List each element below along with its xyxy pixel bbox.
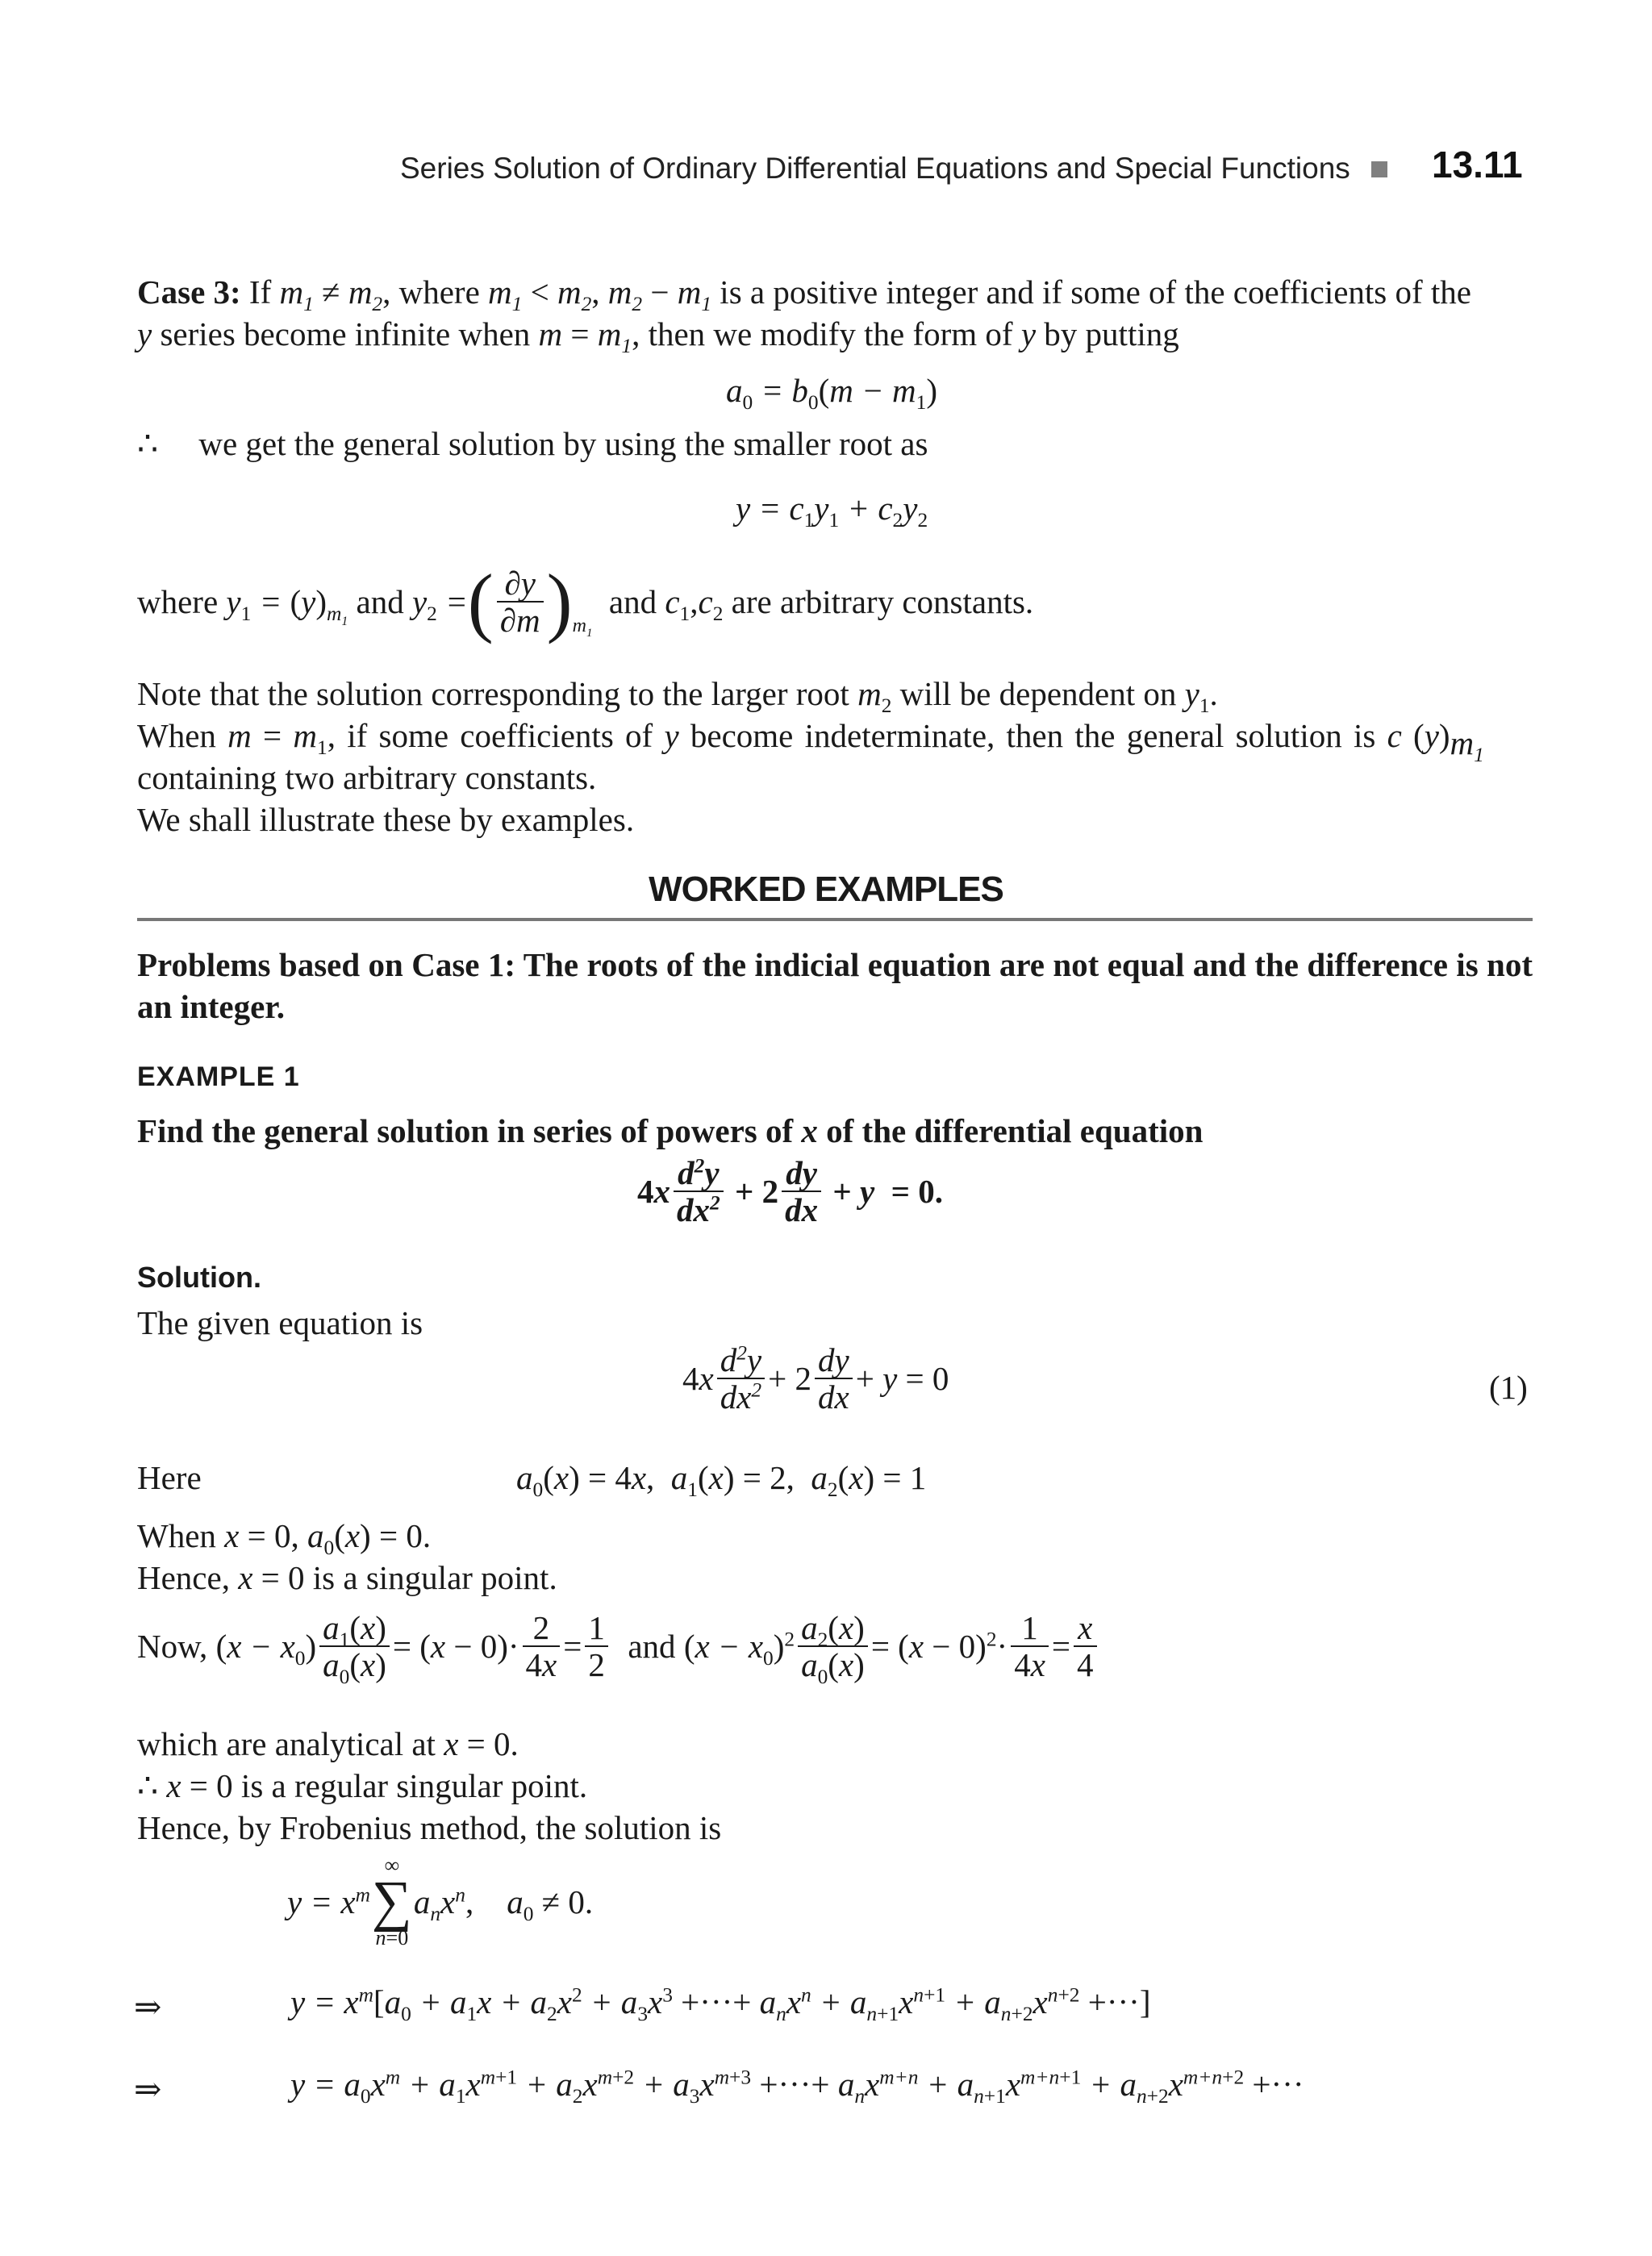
note-line1: Note that the solution corresponding to the larger root $m_2$ will be dependent on $y_1$. [137, 675, 1218, 718]
statement-end: of the differential equation [826, 1112, 1204, 1149]
equation-general-solution: $y = c_1y_1 + c_2y_2$ [736, 490, 928, 532]
case3-line2-tail: by putting [1044, 315, 1179, 352]
singular-text: is a singular point. [312, 1559, 557, 1596]
example-equation: 4x $\frac{d^2y}{dx^2}$ + 2 $\frac{dy}{dx}$ + y = 0. [637, 1154, 944, 1228]
page-number: 13.11 [1432, 144, 1523, 186]
when-text: When [137, 1517, 216, 1554]
case3-label: Case 3: [137, 273, 241, 311]
running-title: Series Solution of Ordinary Differential Equations and Special Functions [400, 152, 1350, 185]
therefore-line [137, 423, 928, 465]
now-text: Now, [137, 1628, 208, 1665]
section-title: WORKED EXAMPLES [649, 869, 1003, 909]
now-line: Now, $(x - x_0)$ $\frac{a_1(x)}{a_0(x)}$ = (x − 0)· $\frac{2}{4x}$ = $\frac{1}{2}$ and $(x - x_0)^2$ $\frac{a_2(x)}{a_0(x)}$ = $(x - 0)^2\cdot$ $\frac{1}{4x}$ = $\frac{x}{4}$ [137, 1610, 1100, 1683]
analytical-line: which are analytical at x = 0. [137, 1725, 519, 1762]
equation-a0: $a_0 = b_0(m - m_1)$ [726, 372, 937, 415]
problems-heading: Problems based on Case 1: The roots of the indicial equation are not equal and the difference is not an integer. [137, 946, 1533, 1025]
equation-number: (1) [1489, 1369, 1528, 1406]
statement-text: Find the general solution in series of powers of [137, 1112, 794, 1149]
expanded-series-1: $y = x^m[a_0 + a_1x + a_2x^2 + a_3x^3$ +···+ $a_nx^n + a_{n+1}x^{n+1} + a_{n+2}x^{n+2}$ +···] [290, 1983, 1151, 2026]
here-text: Here [137, 1459, 202, 1496]
arbitrary-text: are arbitrary constants. [731, 583, 1034, 620]
example-statement: Find the general solution in series of powers of x of the differential equation [137, 1112, 1204, 1149]
expanded-series-2: $y = a_0x^m + a_1x^{m+1} + a_2x^{m+2} + a_3x^{m+3}$ +···+ $a_nx^{m+n} + a_{n+1}x^{m+n+1} + a_{n+2}x^{m+n+2}$ +··· [290, 2066, 1304, 2108]
note-line2: When $m = m_1$, if some coefficients of y become indeterminate, then the general solution is c $(y)_{m_1}$ [137, 717, 1484, 767]
regular-line: ∴ x = 0 is a regular singular point. [137, 1767, 588, 1804]
coefficients-equation: $a_0(x) = 4x$, $a_1(x) = 2$, $a_2(x) = 1$ [516, 1459, 927, 1502]
section-divider [137, 918, 1533, 921]
case3-line1: Case 3: If $m_1 \ne m_2$, where $m_1 < m_2$, $m_2 - m_1$ is a positive integer and if some of the coefficients of the [137, 273, 1472, 316]
note2a: When [137, 717, 216, 754]
given-text: The given equation is [137, 1304, 423, 1341]
implies-icon-1: ⇒ [134, 1988, 162, 2025]
note1-text: Note that the solution corresponding to the larger root [137, 675, 849, 712]
and-text: and [356, 583, 404, 620]
note2c: become indeterminate, then the general solution is [690, 717, 1376, 754]
frobenius-line: Hence, by Frobenius method, the solution is [137, 1809, 722, 1846]
running-header [400, 150, 1350, 187]
where-text: where [137, 583, 219, 620]
solution-label: Solution. [137, 1261, 261, 1294]
note-line3: containing two arbitrary constants. [137, 759, 597, 796]
where-line: where $y_1 = (y)_{m_1}$ and $y_2$ = ( $\frac{\partial y}{\partial m}$ ) $m_1$ and $c_1$ , $c_2$ are arbitrary constants. [137, 558, 1034, 644]
case3-line1-rest: is a positive integer and if some of the coefficients of the [720, 273, 1472, 311]
regular-text: is a regular singular point. [240, 1767, 588, 1804]
and-text-2: and [608, 583, 657, 620]
note-line4: We shall illustrate these by examples. [137, 801, 635, 838]
analytical-text: which are analytical at [137, 1725, 436, 1762]
when-line: When x = 0, $a_0(x) = 0$. [137, 1517, 432, 1560]
implies-icon-2: ⇒ [134, 2070, 162, 2108]
equation-1: 4x $\frac{d^2y}{dx^2}$ + 2 $\frac{dy}{dx}$ + y = 0 [682, 1341, 949, 1416]
hence-line: Hence, x = 0 is a singular point. [137, 1559, 557, 1596]
hence-text: Hence, [137, 1559, 230, 1596]
header-square-icon [1371, 161, 1387, 177]
series-equation: $y = x^m$ ∞ ∑ n=0 $a_nx^n$, $a_0 \ne 0$. [287, 1854, 594, 1950]
case3-line2-end: then we modify the form of [648, 315, 1013, 352]
partial-fraction: $\frac{\partial y}{\partial m}$ [497, 565, 544, 638]
note1-end: will be dependent on [899, 675, 1177, 712]
case3-line2: y series become infinite when $m = m_1$, then we modify the form of y by putting [137, 315, 1179, 358]
and-text-3: and [628, 1628, 676, 1665]
note2b: , if some coefficients of [327, 717, 653, 754]
case3-line2-text: series become infinite when [160, 315, 531, 352]
therefore-icon: ∴ [137, 425, 159, 462]
therefore-text: we get the general solution by using the smaller root as [198, 425, 928, 462]
example-label: EXAMPLE 1 [137, 1061, 300, 1092]
